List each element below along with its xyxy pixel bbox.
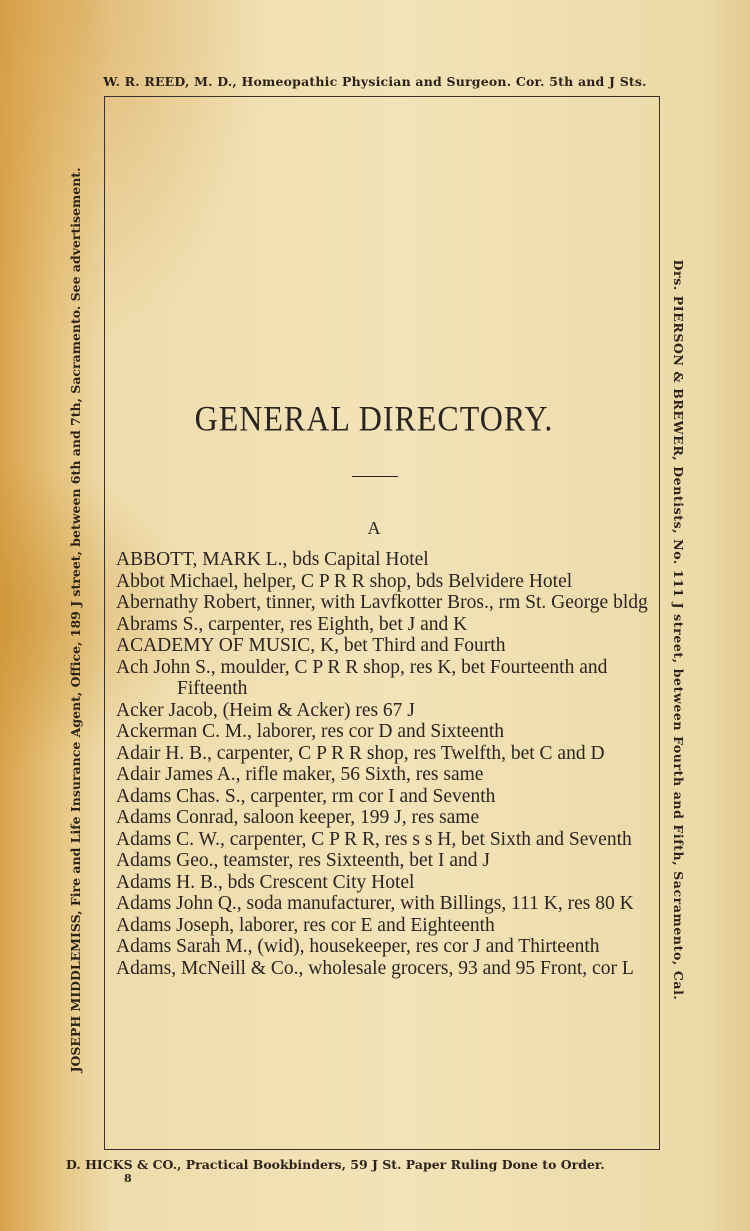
directory-entry: Abernathy Robert, tinner, with Lavfkotter Bros., rm St. George bldg	[116, 592, 648, 613]
right-margin-advertisement: Drs. PIERSON & BREWER, Dentists, No. 111 J street, between Fourth and Fifth, Sacramento, Cal.	[671, 259, 686, 1001]
header-advertisement: W. R. REED, M. D., Homeopathic Physician and Surgeon. Cor. 5th and J Sts.	[103, 74, 647, 89]
left-margin-advertisement: JOSEPH MIDDLEMISS, Fire and Life Insurance Agent, Office, 189 J street, between 6th and 7th, Sacramento. See advertisement.	[68, 167, 83, 1073]
directory-entry: Adams Geo., teamster, res Sixteenth, bet I and J	[116, 850, 490, 871]
directory-entry: Adair H. B., carpenter, C P R R shop, res Twelfth, bet C and D	[116, 742, 605, 764]
directory-entry: Adams Sarah M., (wid), housekeeper, res cor J and Thirteenth	[116, 936, 600, 957]
directory-entry: Adams Joseph, laborer, res cor E and Eighteenth	[116, 914, 495, 936]
directory-entry: Abrams S., carpenter, res Eighth, bet J and K	[116, 613, 468, 635]
page-title: GENERAL DIRECTORY.	[194, 397, 554, 439]
directory-entry: ABBOTT, MARK L., bds Capital Hotel	[116, 549, 429, 570]
directory-entry: Acker Jacob, (Heim & Acker) res 67 J	[116, 699, 415, 721]
directory-entry: Ach John S., moulder, C P R R shop, res K, bet Fourteenth and Fifteenth	[116, 656, 608, 699]
directory-entry: ACADEMY OF MUSIC, K, bet Third and Fourth	[116, 635, 506, 656]
title-divider	[352, 476, 398, 477]
footer-advertisement: D. HICKS & CO., Practical Bookbinders, 59 J St. Paper Ruling Done to Order.	[66, 1157, 605, 1172]
page-number: 8	[124, 1172, 132, 1185]
directory-entry: Abbot Michael, helper, C P R R shop, bds Belvidere Hotel	[116, 570, 573, 592]
directory-entry: Ackerman C. M., laborer, res cor D and Sixteenth	[116, 721, 505, 742]
directory-entries	[116, 549, 652, 979]
directory-entry: Adams John Q., soda manufacturer, with Billings, 111 K, res 80 K	[116, 893, 634, 914]
directory-entry: Adair James A., rifle maker, 56 Sixth, res same	[116, 764, 484, 785]
directory-entry: Adams Conrad, saloon keeper, 199 J, res same	[116, 807, 480, 828]
section-letter: A	[367, 518, 381, 538]
directory-entry: Adams Chas. S., carpenter, rm cor I and Seventh	[116, 785, 496, 807]
directory-entry: Adams C. W., carpenter, C P R R, res s s H, bet Sixth and Seventh	[116, 828, 632, 850]
directory-entry: Adams, McNeill & Co., wholesale grocers, 93 and 95 Front, cor L	[116, 957, 634, 979]
directory-entry: Adams H. B., bds Crescent City Hotel	[116, 871, 415, 893]
